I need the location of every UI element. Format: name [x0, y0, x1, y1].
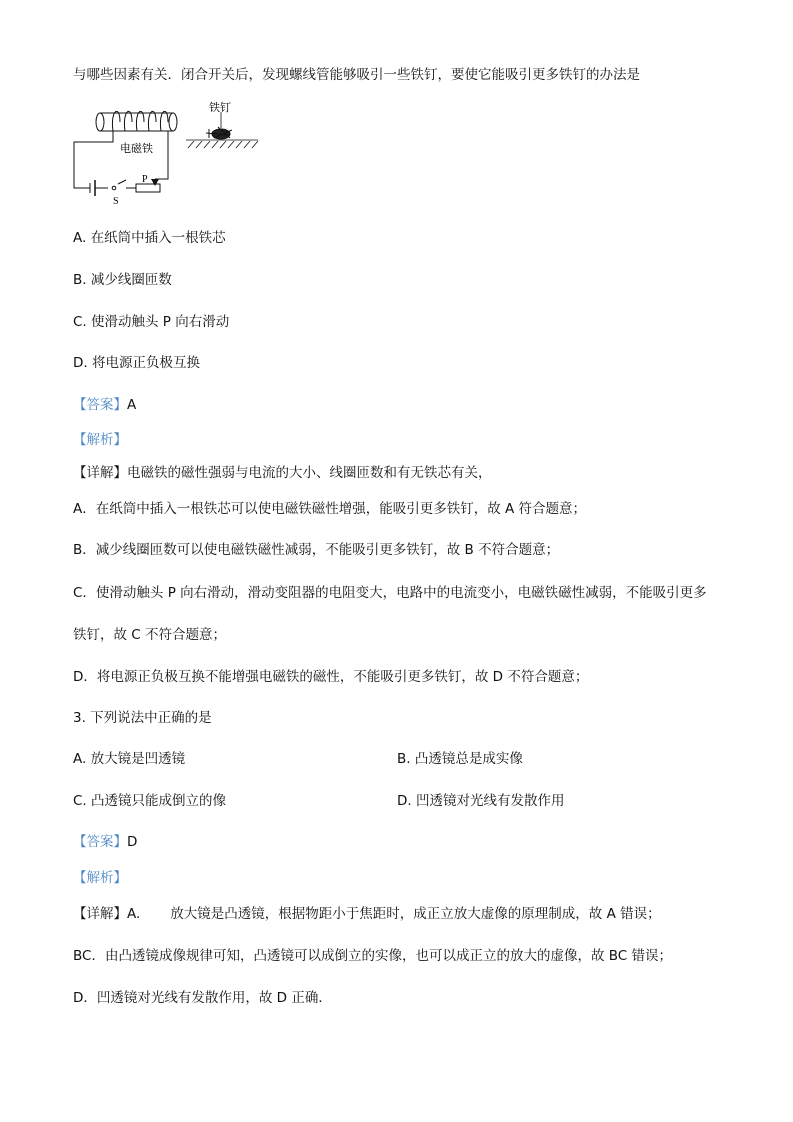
q3-answer: 【答案】D [73, 834, 138, 850]
svg-text:电磁铁: 电磁铁 [120, 142, 153, 155]
q3-option-d: D. 凹透镜对光线有发散作用 [397, 793, 565, 809]
q2-explanation-b: B．减少线圈匝数可以使电磁铁磁性减弱，不能吸引更多铁钉，故 B 不符合题意； [73, 542, 560, 558]
ground-icon [186, 140, 258, 148]
q3-option-b: B. 凸透镜总是成实像 [397, 751, 523, 767]
q2-option-d: D. 将电源正负极互换 [73, 355, 200, 371]
q2-explanation-c: C．使滑动触头 P 向右滑动，滑动变阻器的电阻变大，电路中的电流变小，电磁铁磁性减弱，不能吸引更多 [73, 585, 707, 601]
q3-explanation-bc: BC．由凸透镜成像规律可知，凸透镜可以成倒立的实像，也可以成正立的放大的虚像，故 BC 错误； [73, 948, 672, 964]
answer-tag: 【答案】 [73, 397, 127, 413]
battery-icon [90, 180, 95, 196]
svg-text:P: P [142, 174, 148, 185]
rheostat-icon [136, 184, 160, 192]
iron-nails-icon [206, 112, 232, 139]
q3-detail-a: 【详解】A. 放大镜是凸透镜，根据物距小于焦距时，成正立放大虚像的原理制成，故 A 错误； [73, 906, 661, 922]
q2-answer: 【答案】A [73, 397, 137, 413]
svg-text:铁钉: 铁钉 [209, 101, 231, 114]
answer-tag: 【答案】 [73, 834, 127, 850]
q3-option-c: C. 凸透镜只能成倒立的像 [73, 793, 227, 809]
q3-stem: 3. 下列说法中正确的是 [73, 710, 212, 726]
q2-explanation-c-cont: 铁钉，故 C 不符合题意； [73, 627, 227, 643]
q3-explanation-d: D．凹透镜对光线有发散作用，故 D 正确． [73, 990, 332, 1006]
electromagnet-circuit-diagram [68, 100, 268, 210]
q2-option-b: B. 减少线圈匝数 [73, 272, 172, 288]
q3-analysis-tag: 【解析】 [73, 870, 127, 886]
q2-stem-tail: 与哪些因素有关．闭合开关后，发现螺线管能够吸引一些铁钉，要使它能吸引更多铁钉的办法是 [73, 67, 640, 83]
coil-icon [112, 111, 168, 131]
q3-option-a: A. 放大镜是凹透镜 [73, 751, 186, 767]
q2-explanation-d: D．将电源正负极互换不能增强电磁铁的磁性，不能吸引更多铁钉，故 D 不符合题意； [73, 669, 589, 685]
q2-analysis-tag: 【解析】 [73, 432, 127, 448]
q2-detail-intro: 【详解】电磁铁的磁性强弱与电流的大小、线圈匝数和有无铁芯有关， [73, 465, 492, 481]
q2-option-c: C. 使滑动触头 P 向右滑动 [73, 314, 230, 330]
svg-text:S: S [113, 196, 119, 207]
switch-icon [112, 186, 116, 190]
q2-option-a: A. 在纸筒中插入一根铁芯 [73, 230, 226, 246]
q2-explanation-a: A．在纸筒中插入一根铁芯可以使电磁铁磁性增强，能吸引更多铁钉，故 A 符合题意； [73, 501, 587, 517]
